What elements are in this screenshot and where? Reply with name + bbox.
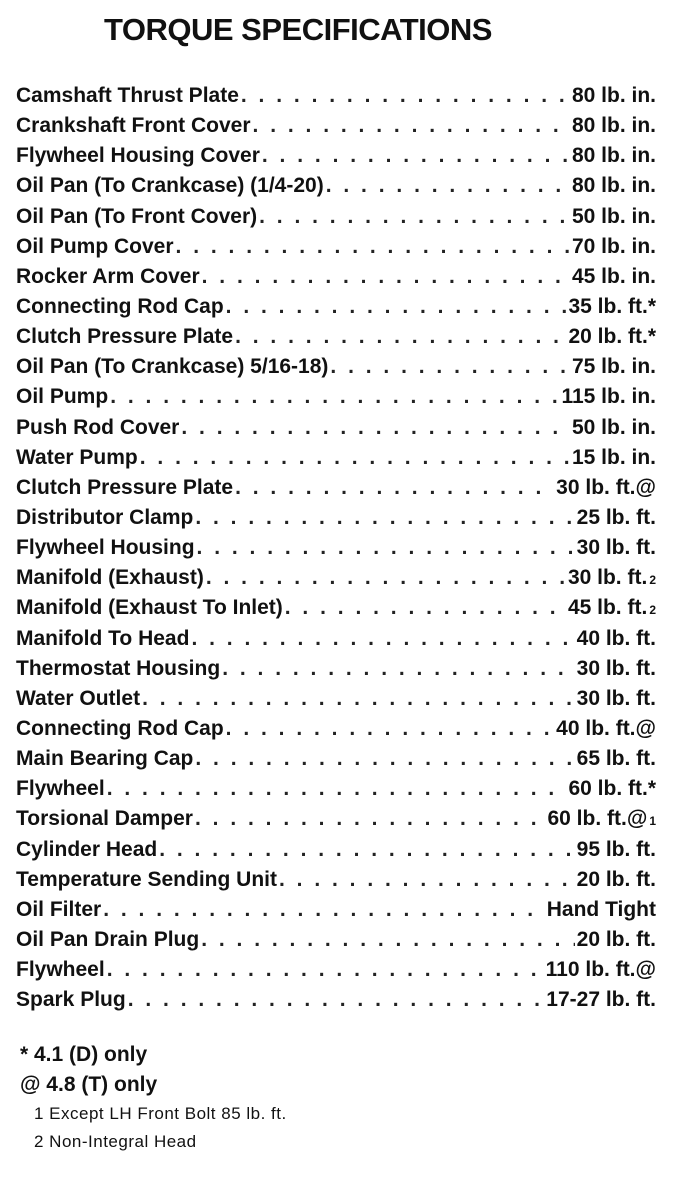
dot-leader (259, 205, 570, 229)
spec-value: 80 lb. in. (571, 144, 656, 168)
spec-row (16, 566, 656, 596)
spec-name: Flywheel Housing Cover (16, 144, 260, 168)
spec-row (16, 868, 656, 898)
spec-value: 15 lb. in. (571, 445, 656, 469)
spec-row (16, 235, 656, 265)
spec-name: Flywheel Housing (16, 536, 195, 560)
spec-row (16, 777, 656, 807)
spec-name: Cylinder Head (16, 837, 158, 861)
dot-leader (195, 807, 546, 831)
spec-row (16, 807, 656, 837)
spec-name: Water Outlet (16, 686, 141, 710)
spec-value: 30 lb. ft.@ (556, 475, 656, 499)
dot-leader (226, 717, 555, 741)
spec-value: Hand Tight (546, 897, 656, 921)
spec-value: 40 lb. ft. (576, 626, 656, 650)
spec-name: Rocker Arm Cover (16, 264, 200, 288)
footnote-at: @ 4.8 (T) only (20, 1073, 158, 1096)
spec-row (16, 506, 656, 536)
dot-leader (201, 928, 574, 952)
spec-value: 20 lb. ft.* (568, 325, 656, 349)
spec-value: 40 lb. ft.@ (556, 716, 656, 740)
spec-row (16, 958, 656, 988)
spec-value: 17-27 lb. ft. (546, 988, 656, 1012)
spec-value: 20 lb. ft. (576, 867, 656, 891)
spec-name: Clutch Pressure Plate (16, 325, 234, 349)
spec-value: 50 lb. in. (571, 204, 656, 228)
spec-name: Oil Pan Drain Plug (16, 927, 200, 951)
spec-value: 45 lb. in. (571, 264, 656, 288)
spec-name: Push Rod Cover (16, 415, 180, 439)
spec-name: Flywheel (16, 958, 105, 982)
dot-leader (226, 295, 567, 319)
dot-leader (197, 536, 575, 560)
spec-name: Torsional Damper (16, 807, 193, 831)
spec-row (16, 717, 656, 747)
spec-value: 80 lb. in. (571, 174, 656, 198)
spec-name: Manifold (Exhaust To Inlet) (16, 596, 283, 620)
dot-leader (181, 416, 570, 440)
spec-value: 30 lb. ft. (567, 566, 648, 590)
dot-leader (103, 898, 545, 922)
spec-row (16, 928, 656, 958)
spec-value: 60 lb. ft.* (568, 777, 656, 801)
spec-name: Crankshaft Front Cover (16, 114, 251, 138)
spec-row (16, 687, 656, 717)
spec-row (16, 295, 656, 325)
dot-leader (279, 868, 575, 892)
spec-name: Camshaft Thrust Plate (16, 84, 239, 107)
spec-row (16, 84, 656, 114)
spec-row (16, 114, 656, 144)
page-title: TORQUE SPECIFICATIONS (104, 12, 492, 47)
dot-leader (330, 355, 570, 379)
spec-footnote-ref: 2 (649, 573, 656, 588)
spec-name: Oil Pan (To Crankcase) (1/4-20) (16, 174, 324, 198)
dot-leader (107, 958, 544, 982)
spec-value: 60 lb. ft.@ (547, 807, 648, 831)
spec-row (16, 747, 656, 777)
spec-name: Connecting Rod Cap (16, 716, 224, 740)
spec-value: 95 lb. ft. (576, 837, 656, 861)
dot-leader (241, 84, 570, 108)
spec-name: Distributor Clamp (16, 505, 194, 529)
dot-leader (159, 838, 574, 862)
spec-row (16, 657, 656, 687)
spec-value: 75 lb. in. (571, 355, 656, 379)
spec-value: 115 lb. in. (561, 385, 656, 409)
spec-name: Oil Pump Cover (16, 234, 174, 258)
dot-leader (195, 747, 574, 771)
spec-name: Temperature Sending Unit (16, 867, 277, 891)
spec-row (16, 174, 656, 204)
dot-leader (128, 988, 545, 1012)
spec-name: Thermostat Housing (16, 656, 221, 680)
spec-row (16, 838, 656, 868)
dot-leader (326, 174, 570, 198)
spec-value: 30 lb. ft. (576, 536, 656, 560)
spec-footnote-ref: 1 (649, 814, 656, 829)
footnote-1: 1 Except LH Front Bolt 85 lb. ft. (34, 1104, 287, 1123)
spec-name: Manifold To Head (16, 626, 190, 650)
dot-leader (142, 687, 575, 711)
spec-name: Oil Pump (16, 385, 109, 409)
dot-leader (285, 596, 566, 620)
spec-row (16, 596, 656, 626)
spec-value: 110 lb. ft.@ (545, 958, 656, 982)
spec-value: 35 lb. ft.* (568, 294, 656, 318)
spec-row (16, 988, 656, 1018)
spec-name: Oil Pan (To Crankcase) 5/16-18) (16, 355, 329, 379)
spec-value: 80 lb. in. (571, 114, 656, 138)
spec-row (16, 355, 656, 385)
dot-leader (195, 506, 574, 530)
spec-footnote-ref: 2 (649, 603, 656, 618)
spec-row (16, 446, 656, 476)
spec-name: Water Pump (16, 445, 138, 469)
spec-row (16, 627, 656, 657)
spec-row (16, 476, 656, 506)
dot-leader (262, 144, 570, 168)
dot-leader (206, 566, 566, 590)
spec-name: Oil Filter (16, 897, 102, 921)
spec-value: 65 lb. ft. (576, 747, 656, 771)
spec-name: Clutch Pressure Plate (16, 475, 234, 499)
dot-leader (235, 476, 554, 500)
spec-name: Main Bearing Cap (16, 747, 194, 771)
spec-row (16, 536, 656, 566)
dot-leader (110, 385, 559, 409)
spec-row (16, 416, 656, 446)
spec-row (16, 898, 656, 928)
dot-leader (176, 235, 570, 259)
spec-value: 45 lb. ft. (567, 596, 648, 620)
spec-row (16, 385, 656, 415)
spec-name: Connecting Rod Cap (16, 294, 224, 318)
spec-value: 50 lb. in. (571, 415, 656, 439)
spec-name: Flywheel (16, 777, 105, 801)
dot-leader (222, 657, 574, 681)
torque-spec-list (16, 84, 656, 1018)
spec-value: 70 lb. in. (571, 234, 656, 258)
footnote-star: * 4.1 (D) only (20, 1043, 148, 1066)
spec-value: 20 lb. ft. (576, 927, 656, 951)
spec-value: 25 lb. ft. (576, 505, 656, 529)
dot-leader (202, 265, 570, 289)
spec-row (16, 205, 656, 235)
dot-leader (107, 777, 567, 801)
spec-row (16, 144, 656, 174)
dot-leader (235, 325, 566, 349)
spec-row (16, 265, 656, 295)
spec-name: Oil Pan (To Front Cover) (16, 204, 258, 228)
spec-value: 30 lb. ft. (576, 686, 656, 710)
spec-name: Manifold (Exhaust) (16, 566, 204, 590)
dot-leader (191, 627, 574, 651)
spec-name: Spark Plug (16, 988, 126, 1012)
spec-value: 80 lb. in. (571, 84, 656, 107)
spec-row (16, 325, 656, 355)
footnotes (20, 1040, 287, 1156)
dot-leader (140, 446, 570, 470)
spec-value: 30 lb. ft. (576, 656, 656, 680)
dot-leader (253, 114, 570, 138)
footnote-2: 2 Non-Integral Head (34, 1132, 197, 1151)
